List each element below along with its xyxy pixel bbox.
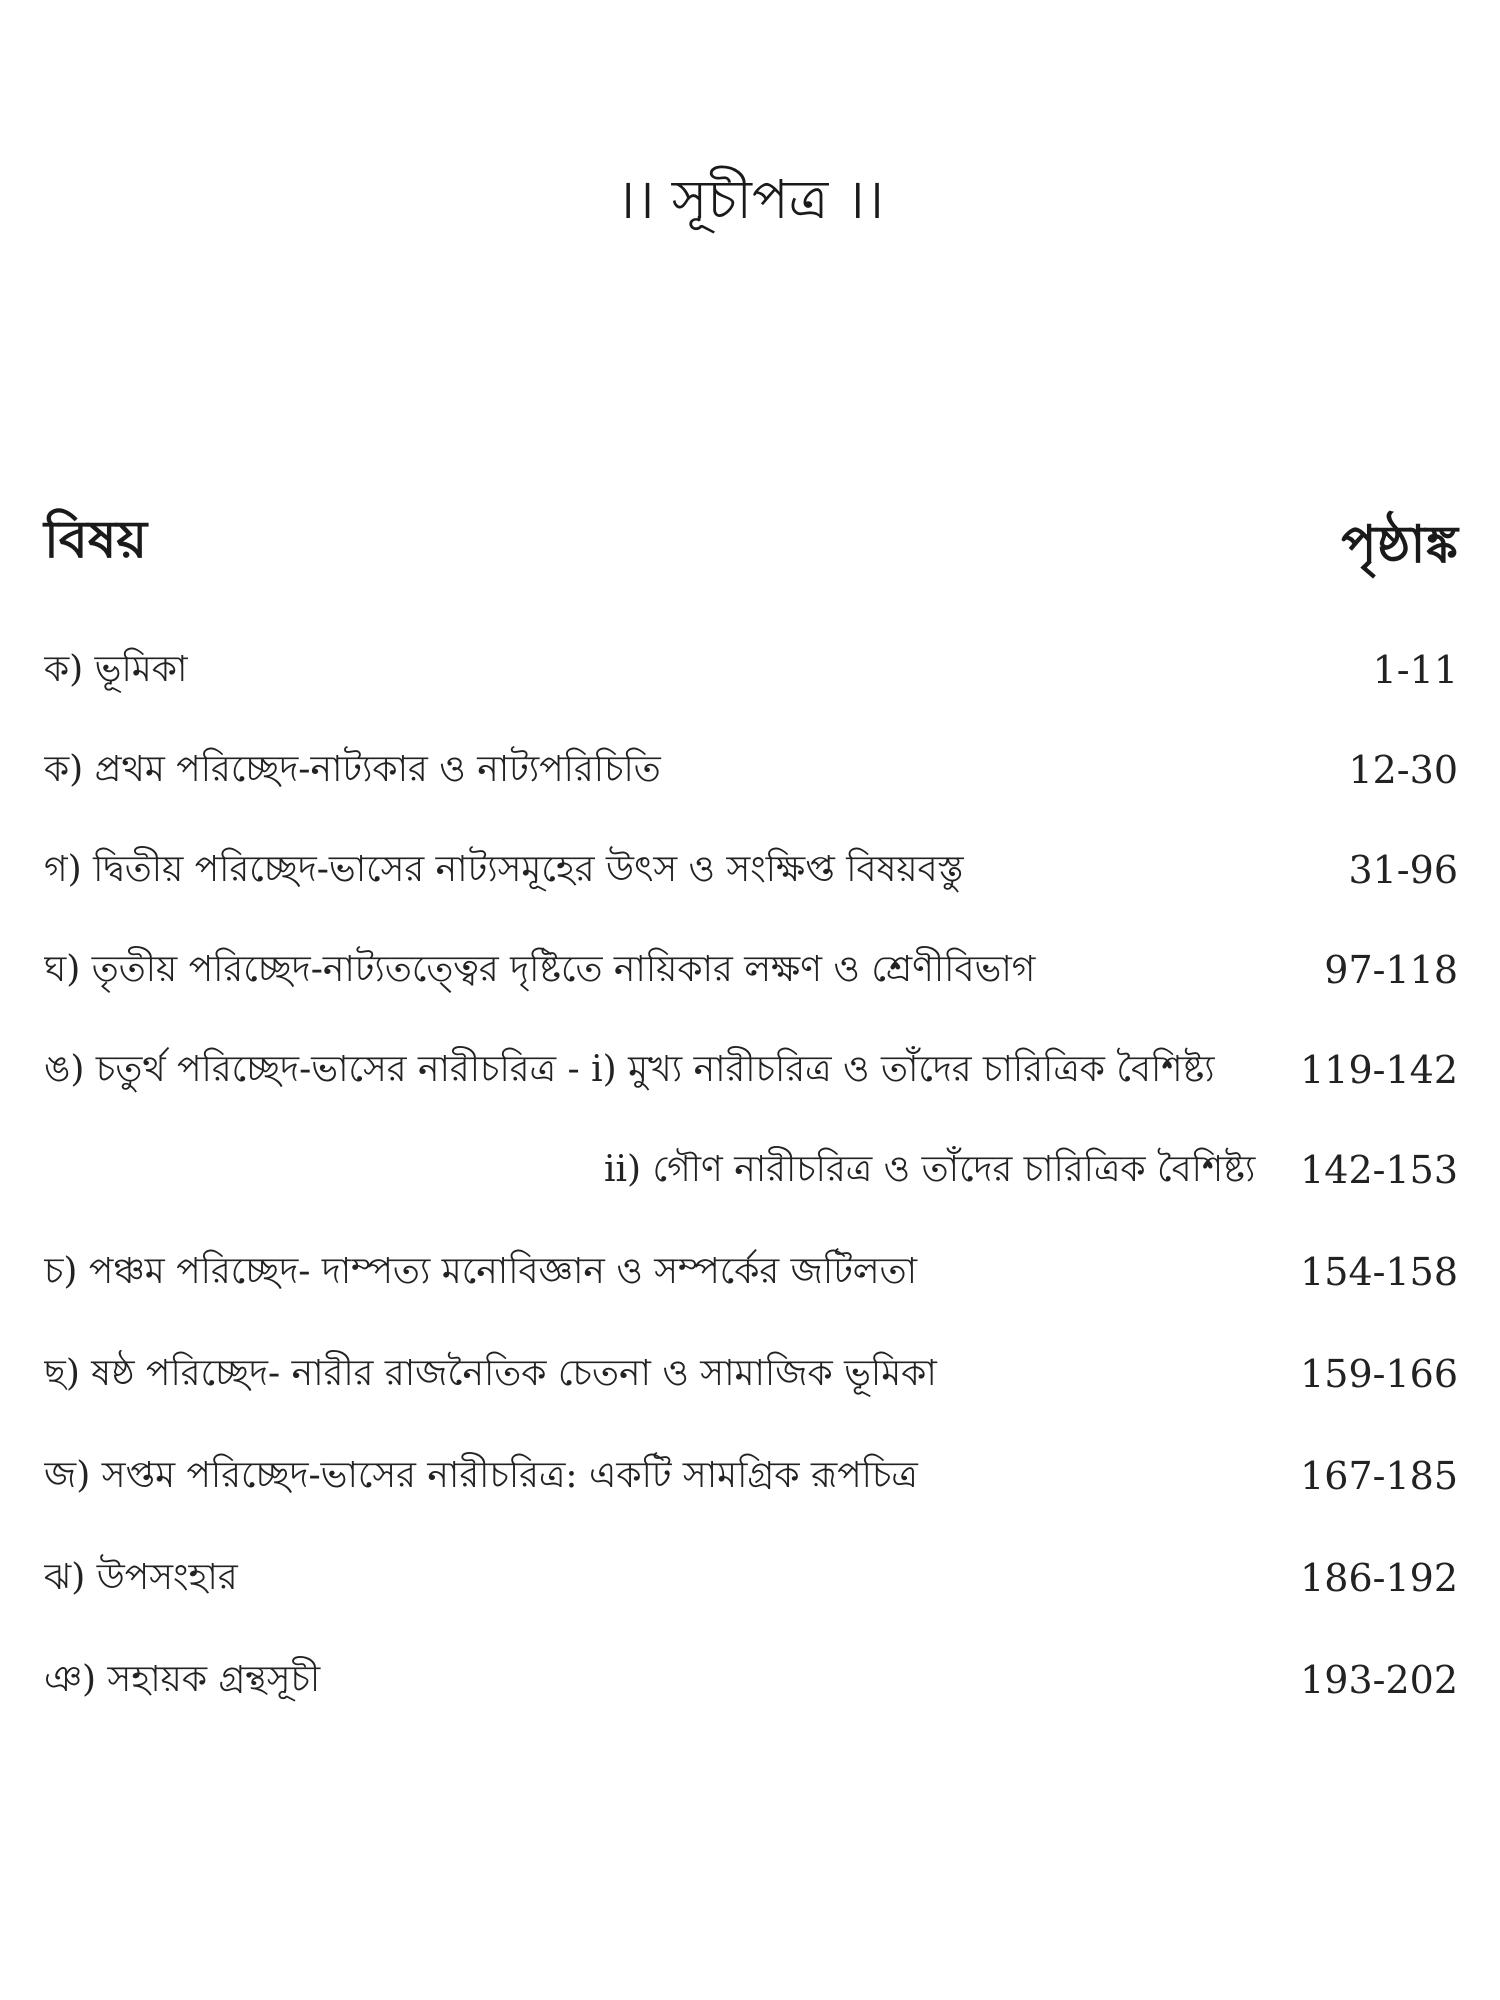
toc-entry-pages: 119-142	[1300, 1048, 1458, 1092]
toc-row	[44, 1035, 1458, 1105]
toc-row	[44, 1441, 1458, 1511]
toc-entry-topic: ক) ভূমিকা	[44, 649, 188, 690]
toc-entry-topic: গ) দ্বিতীয় পরিচ্ছেদ-ভাসের নাট্যসমূহের উৎস ও সংক্ষিপ্ত বিষয়বস্তু	[44, 849, 964, 890]
toc-row	[44, 1339, 1458, 1409]
toc-entry-topic: ঙ) চতুর্থ পরিচ্ছেদ-ভাসের নারীচরিত্র - i) মুখ্য নারীচরিত্র ও তাঁদের চারিত্রিক বৈশিষ্ট্য	[44, 1049, 1215, 1090]
toc-entry-pages: 97-118	[1324, 948, 1458, 992]
page-column-header: পৃষ্ঠাঙ্ক	[1341, 514, 1458, 575]
toc-row	[44, 735, 1458, 805]
toc-entry-pages: 186-192	[1300, 1556, 1458, 1600]
toc-row	[44, 1237, 1458, 1307]
page-title: ।। সূচীপত্র ।।	[615, 168, 885, 231]
toc-row	[44, 1543, 1458, 1613]
toc-entry-topic: ছ) ষষ্ঠ পরিচ্ছেদ- নারীর রাজনৈতিক চেতনা ও সামাজিক ভূমিকা	[44, 1353, 937, 1394]
toc-entry-pages: 159-166	[1300, 1352, 1458, 1396]
toc-row	[44, 1645, 1458, 1715]
toc-entry-topic: ঝ) উপসংহার	[44, 1557, 238, 1598]
toc-row	[44, 835, 1458, 905]
toc-entry-pages: 167-185	[1300, 1454, 1458, 1498]
toc-entry-pages: 154-158	[1300, 1250, 1458, 1294]
toc-row	[44, 935, 1458, 1005]
toc-entry-pages: 31-96	[1348, 848, 1458, 892]
toc-entry-pages: 193-202	[1300, 1658, 1458, 1702]
toc-entry-pages: 12-30	[1348, 748, 1458, 792]
toc-entry-pages: 1-11	[1372, 648, 1458, 692]
toc-entry-topic: ক) প্রথম পরিচ্ছেদ-নাট্যকার ও নাট্যপরিচিতি	[44, 749, 661, 790]
topic-column-header: বিষয়	[44, 509, 148, 570]
toc-entry-topic: ii) গৌণ নারীচরিত্র ও তাঁদের চারিত্রিক বৈশিষ্ট্য	[604, 1149, 1256, 1190]
toc-subrow	[44, 1135, 1458, 1205]
toc-entry-pages: 142-153	[1300, 1148, 1458, 1192]
toc-row	[44, 635, 1458, 705]
toc-entry-topic: ঞ) সহায়ক গ্রন্থসূচী	[44, 1659, 321, 1700]
toc-entry-topic: চ) পঞ্চম পরিচ্ছেদ- দাম্পত্য মনোবিজ্ঞান ও সম্পর্কের জটিলতা	[44, 1251, 918, 1292]
toc-entry-topic: ঘ) তৃতীয় পরিচ্ছেদ-নাট্যতত্ত্বের দৃষ্টিতে নায়িকার লক্ষণ ও শ্রেণীবিভাগ	[44, 949, 1036, 990]
toc-entry-topic: জ) সপ্তম পরিচ্ছেদ-ভাসের নারীচরিত্র: একটি সামগ্রিক রূপচিত্র	[44, 1455, 918, 1496]
